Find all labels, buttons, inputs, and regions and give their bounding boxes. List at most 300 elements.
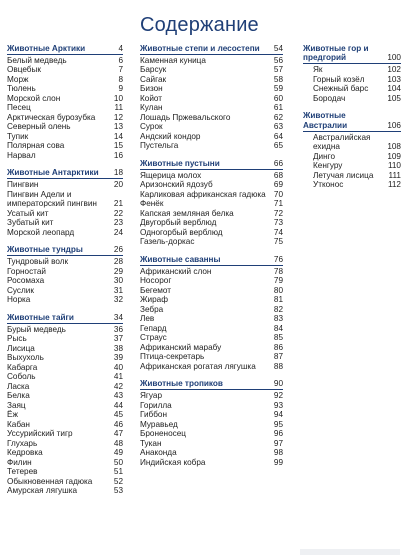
entry-title: Африканская рогатая лягушка (140, 361, 256, 371)
entry-page-number: 104 (387, 84, 401, 94)
entry-title: Страус (140, 333, 167, 343)
toc-entry[interactable] (140, 103, 283, 113)
toc-entry[interactable] (140, 429, 283, 439)
toc-entry[interactable] (7, 458, 123, 468)
entry-page-number: 37 (113, 334, 123, 344)
toc-entry[interactable] (7, 420, 123, 430)
section-page-number: 90 (273, 379, 283, 389)
page-title: Содержание (140, 14, 259, 36)
entry-page-number: 95 (273, 419, 283, 429)
toc-section (140, 379, 283, 467)
toc-entry[interactable] (140, 228, 283, 238)
entry-title: Одногорбый верблюд (140, 227, 223, 237)
entry-page-number: 20 (113, 180, 123, 190)
entry-page-number: 59 (273, 84, 283, 94)
entry-title: Пингвин Адели и императорский пингвин (7, 189, 97, 209)
entry-page-number: 44 (113, 400, 123, 410)
entry-page-number: 8 (118, 74, 123, 84)
entry-title: Лев (140, 314, 155, 324)
section-page-number: 66 (273, 158, 283, 168)
toc-entry[interactable] (7, 391, 123, 401)
entry-title: Филин (7, 457, 32, 467)
toc-entry[interactable] (140, 458, 283, 468)
toc-column-1 (7, 44, 123, 504)
entry-page-number: 87 (273, 352, 283, 362)
entry-title: Тундровый волк (7, 257, 69, 267)
toc-entry[interactable] (7, 103, 123, 113)
toc-entry[interactable] (140, 362, 283, 372)
toc-entry[interactable] (7, 295, 123, 305)
section-heading[interactable] (140, 255, 283, 266)
entry-title: Ящерица молох (140, 170, 202, 180)
toc-entry[interactable] (140, 84, 283, 94)
entry-page-number: 56 (273, 55, 283, 65)
entry-title: Як (313, 65, 323, 75)
entry-title: Тюлень (7, 84, 36, 94)
toc-entry[interactable] (140, 56, 283, 66)
entry-page-number: 81 (273, 295, 283, 305)
toc-entry[interactable] (140, 276, 283, 286)
entry-title: Суслик (7, 285, 34, 295)
toc-entry[interactable] (7, 401, 123, 411)
entry-page-number: 103 (387, 74, 401, 84)
toc-entry[interactable] (7, 218, 123, 228)
entry-title: Летучая лисица (313, 170, 374, 180)
entry-page-number: 11 (114, 103, 123, 113)
entry-title: Кенгуру (313, 161, 343, 171)
toc-entry[interactable] (140, 237, 283, 247)
entry-title: Амурская лягушка (7, 486, 78, 496)
toc-entry[interactable] (140, 113, 283, 123)
entry-page-number: 71 (273, 199, 283, 209)
toc-entry[interactable] (140, 343, 283, 353)
toc-entry[interactable] (7, 209, 123, 219)
entry-title: Обыкновенная гадюка (7, 476, 93, 486)
section-title: Животные гор и предгорий (303, 44, 369, 63)
toc-entry[interactable] (7, 132, 123, 142)
entry-page-number: 64 (273, 131, 283, 141)
entry-page-number: 73 (273, 218, 283, 228)
toc-entry[interactable] (7, 267, 123, 277)
toc-column-2 (140, 44, 283, 475)
entry-page-number: 61 (273, 103, 283, 113)
toc-section (7, 44, 123, 160)
entry-title: Песец (7, 103, 31, 113)
section-heading[interactable] (7, 313, 123, 324)
toc-entry[interactable] (7, 75, 123, 85)
toc-entry[interactable] (303, 152, 401, 162)
entry-title: Снежный барс (313, 84, 369, 94)
entry-title: Выхухоль (7, 353, 44, 363)
entry-page-number: 23 (113, 218, 123, 228)
toc-entry[interactable] (7, 276, 123, 286)
entry-title: Горный козёл (313, 74, 365, 84)
section-title: Животные Арктики (7, 44, 86, 53)
entry-title: Анаконда (140, 448, 177, 458)
entry-page-number: 86 (273, 342, 283, 352)
entry-title: Койот (140, 93, 163, 103)
toc-entry[interactable] (7, 257, 123, 267)
entry-page-number: 63 (273, 122, 283, 132)
entry-title: Норка (7, 295, 31, 305)
entry-page-number: 96 (273, 429, 283, 439)
entry-page-number: 28 (113, 257, 123, 267)
entry-page-number: 83 (273, 314, 283, 324)
entry-title: Глухарь (7, 438, 38, 448)
section-heading[interactable] (7, 44, 123, 55)
entry-page-number: 46 (113, 419, 123, 429)
entry-page-number: 36 (113, 324, 123, 334)
toc-entry[interactable] (140, 401, 283, 411)
entry-title: Бегемот (140, 285, 172, 295)
toc-entry[interactable] (7, 56, 123, 66)
entry-page-number: 47 (113, 429, 123, 439)
toc-section (303, 111, 401, 189)
entry-page-number: 84 (273, 323, 283, 333)
section-page-number: 106 (387, 120, 401, 130)
entry-title: Усатый кит (7, 208, 49, 218)
entry-page-number: 7 (118, 65, 123, 75)
entry-page-number: 112 (387, 180, 401, 190)
entry-title: Кабарга (7, 362, 38, 372)
toc-entry[interactable] (7, 439, 123, 449)
entry-title: Белый медведь (7, 55, 67, 65)
toc-section (7, 245, 123, 304)
toc-entry[interactable] (7, 113, 123, 123)
toc-section (7, 168, 123, 237)
entry-page-number: 109 (387, 151, 401, 161)
entry-title: Горилла (140, 400, 172, 410)
toc-entry[interactable] (7, 467, 123, 477)
page-footer-strip (300, 549, 400, 555)
entry-page-number: 57 (273, 65, 283, 75)
section-page-number: 18 (113, 168, 123, 178)
section-heading[interactable] (7, 168, 123, 179)
entry-title: Зебра (140, 304, 164, 314)
section-title: Животные тайги (7, 312, 74, 322)
entry-page-number: 93 (273, 400, 283, 410)
entry-title: Бизон (140, 84, 163, 94)
entry-title: Морж (7, 74, 29, 84)
entry-page-number: 70 (273, 189, 283, 199)
toc-entry[interactable] (303, 171, 401, 181)
entry-title: Динго (313, 151, 335, 161)
entry-title: Кулан (140, 103, 163, 113)
toc-entry[interactable] (140, 305, 283, 315)
section-page-number: 26 (113, 245, 123, 255)
toc-entry[interactable] (7, 353, 123, 363)
toc-entry[interactable] (140, 324, 283, 334)
toc-entry[interactable] (7, 190, 123, 209)
entry-title: Африканский марабу (140, 342, 222, 352)
entry-title: Карликовая африканская гадюка (140, 189, 266, 199)
entry-page-number: 98 (273, 448, 283, 458)
section-heading[interactable] (303, 44, 401, 64)
toc-entry[interactable] (303, 180, 401, 190)
entry-title: Уссурийский тигр (7, 429, 73, 439)
entry-title: Капская земляная белка (140, 208, 234, 218)
toc-entry[interactable] (7, 448, 123, 458)
entry-page-number: 82 (273, 304, 283, 314)
entry-page-number: 51 (113, 467, 123, 477)
toc-section (7, 313, 123, 496)
toc-entry[interactable] (140, 448, 283, 458)
entry-title: Кедровка (7, 448, 43, 458)
toc-entry[interactable] (7, 94, 123, 104)
section-page-number: 34 (113, 312, 123, 322)
entry-page-number: 24 (113, 227, 123, 237)
toc-entry[interactable] (140, 65, 283, 75)
entry-title: Пингвин (7, 180, 39, 190)
entry-page-number: 42 (113, 381, 123, 391)
entry-page-number: 60 (273, 93, 283, 103)
toc-entry[interactable] (140, 267, 283, 277)
entry-title: Лошадь Пржевальского (140, 112, 231, 122)
toc-entry[interactable] (7, 325, 123, 335)
toc-entry[interactable] (140, 391, 283, 401)
entry-title: Кабан (7, 419, 30, 429)
toc-entry[interactable] (140, 132, 283, 142)
toc-entry[interactable] (7, 334, 123, 344)
entry-title: Ягуар (140, 391, 163, 401)
entry-title: Ласка (7, 381, 30, 391)
entry-page-number: 111 (388, 170, 401, 180)
entry-title: Овцебык (7, 65, 41, 75)
entry-title: Зубатый кит (7, 218, 54, 228)
toc-entry[interactable] (7, 65, 123, 75)
toc-entry[interactable] (303, 161, 401, 171)
entry-title: Сайгак (140, 74, 167, 84)
entry-page-number: 74 (273, 227, 283, 237)
toc-entry[interactable] (7, 344, 123, 354)
entry-page-number: 12 (113, 112, 123, 122)
entry-title: Андский кондор (140, 131, 201, 141)
entry-title: Арктическая бурозубка (7, 112, 96, 122)
entry-page-number: 48 (113, 438, 123, 448)
section-title: Животные Антарктики (7, 168, 99, 178)
entry-page-number: 45 (113, 410, 123, 420)
entry-title: Австралийская ехидна (313, 132, 371, 152)
toc-entry[interactable] (140, 333, 283, 343)
section-page-number: 100 (387, 53, 401, 63)
toc-entry[interactable] (140, 439, 283, 449)
section-title: Животные степи и лесостепи (140, 44, 260, 53)
toc-entry[interactable] (7, 180, 123, 190)
entry-page-number: 15 (113, 141, 123, 151)
entry-title: Тукан (140, 438, 162, 448)
toc-entry[interactable] (303, 94, 401, 104)
section-heading[interactable] (7, 245, 123, 256)
entry-title: Северный олень (7, 122, 71, 132)
toc-entry[interactable] (7, 286, 123, 296)
toc-entry[interactable] (7, 141, 123, 151)
entry-page-number: 53 (113, 486, 123, 496)
toc-entry[interactable] (140, 171, 283, 181)
entry-page-number: 69 (273, 180, 283, 190)
entry-title: Гиббон (140, 410, 168, 420)
entry-title: Тетерев (7, 467, 38, 477)
entry-title: Ёж (7, 410, 18, 420)
entry-title: Муравьед (140, 419, 178, 429)
entry-title: Каменная куница (140, 55, 206, 65)
entry-title: Африканский слон (140, 266, 212, 276)
toc-entry[interactable] (140, 190, 283, 200)
toc-entry[interactable] (140, 314, 283, 324)
toc-entry[interactable] (140, 420, 283, 430)
section-heading[interactable] (303, 111, 401, 131)
entry-page-number: 68 (273, 170, 283, 180)
entry-page-number: 97 (273, 438, 283, 448)
toc-section (140, 44, 283, 151)
entry-page-number: 6 (118, 55, 123, 65)
entry-title: Носорог (140, 276, 172, 286)
toc-entry[interactable] (140, 295, 283, 305)
entry-title: Утконос (313, 180, 344, 190)
entry-title: Морской леопард (7, 227, 75, 237)
entry-title: Полярная сова (7, 141, 65, 151)
section-page-number: 54 (273, 44, 283, 53)
entry-title: Белка (7, 391, 30, 401)
section-title: Животные Австралии (303, 111, 348, 130)
entry-page-number: 29 (113, 266, 123, 276)
entry-page-number: 105 (387, 93, 401, 103)
toc-section (303, 44, 401, 103)
toc-section (140, 255, 283, 371)
entry-title: Индийская кобра (140, 457, 206, 467)
toc-section (140, 159, 283, 247)
toc-column-3 (303, 44, 401, 198)
entry-title: Нарвал (7, 150, 36, 160)
section-heading[interactable] (140, 44, 283, 55)
entry-page-number: 75 (273, 237, 283, 247)
toc-entry[interactable] (303, 65, 401, 75)
toc-entry[interactable] (140, 199, 283, 209)
entry-page-number: 79 (273, 276, 283, 286)
entry-page-number: 88 (273, 361, 283, 371)
entry-page-number: 78 (273, 266, 283, 276)
entry-title: Барсук (140, 65, 167, 75)
toc-entry[interactable] (7, 486, 123, 496)
entry-page-number: 32 (113, 295, 123, 305)
entry-page-number: 80 (273, 285, 283, 295)
entry-page-number: 58 (273, 74, 283, 84)
entry-page-number: 39 (113, 353, 123, 363)
entry-page-number: 9 (118, 84, 123, 94)
entry-page-number: 85 (273, 333, 283, 343)
entry-page-number: 49 (113, 448, 123, 458)
toc-entry[interactable] (7, 429, 123, 439)
entry-title: Росомаха (7, 276, 45, 286)
toc-entry[interactable] (140, 286, 283, 296)
entry-page-number: 31 (113, 285, 123, 295)
entry-page-number: 99 (273, 457, 283, 467)
toc-entry[interactable] (7, 228, 123, 238)
entry-title: Жираф (140, 295, 168, 305)
toc-entry[interactable] (140, 410, 283, 420)
entry-page-number: 30 (113, 276, 123, 286)
entry-title: Лисица (7, 343, 35, 353)
entry-title: Бородач (313, 93, 346, 103)
toc-entry[interactable] (7, 372, 123, 382)
entry-title: Горностай (7, 266, 46, 276)
entry-page-number: 10 (113, 93, 123, 103)
entry-page-number: 94 (273, 410, 283, 420)
toc-entry[interactable] (7, 122, 123, 132)
entry-page-number: 21 (113, 199, 123, 209)
section-page-number: 76 (273, 254, 283, 264)
entry-page-number: 108 (387, 142, 401, 152)
entry-page-number: 102 (387, 65, 401, 75)
entry-title: Сурок (140, 122, 163, 132)
entry-page-number: 50 (113, 457, 123, 467)
entry-title: Тупик (7, 131, 29, 141)
section-heading[interactable] (140, 379, 283, 390)
toc-entry[interactable] (7, 363, 123, 373)
entry-page-number: 14 (113, 131, 123, 141)
entry-page-number: 40 (113, 362, 123, 372)
entry-page-number: 38 (113, 343, 123, 353)
entry-title: Птица-секретарь (140, 352, 205, 362)
section-title: Животные тропиков (140, 379, 223, 389)
entry-page-number: 110 (387, 161, 401, 171)
section-page-number: 4 (118, 44, 123, 53)
entry-title: Рысь (7, 334, 27, 344)
entry-title: Морской слон (7, 93, 61, 103)
entry-page-number: 72 (273, 208, 283, 218)
toc-entry[interactable] (7, 477, 123, 487)
entry-page-number: 92 (273, 391, 283, 401)
entry-title: Двугорбый верблюд (140, 218, 217, 228)
entry-title: Пустельга (140, 141, 179, 151)
toc-entry[interactable] (7, 84, 123, 94)
toc-entry[interactable] (140, 218, 283, 228)
entry-page-number: 22 (113, 208, 123, 218)
toc-entry[interactable] (303, 84, 401, 94)
toc-entry[interactable] (140, 141, 283, 151)
toc-entry[interactable] (7, 382, 123, 392)
toc-entry[interactable] (7, 410, 123, 420)
toc-entry[interactable] (140, 180, 283, 190)
entry-title: Газель-доркас (140, 237, 195, 247)
toc-entry[interactable] (140, 209, 283, 219)
toc-entry[interactable] (303, 133, 401, 152)
entry-title: Заяц (7, 400, 26, 410)
toc-entry[interactable] (140, 122, 283, 132)
toc-entry[interactable] (140, 94, 283, 104)
toc-entry[interactable] (140, 352, 283, 362)
entry-title: Соболь (7, 372, 36, 382)
entry-title: Аризонский ядозуб (140, 180, 213, 190)
toc-entry[interactable] (140, 75, 283, 85)
entry-page-number: 43 (113, 391, 123, 401)
section-title: Животные пустыни (140, 158, 220, 168)
section-title: Животные саванны (140, 254, 221, 264)
section-heading[interactable] (140, 159, 283, 170)
entry-page-number: 41 (113, 372, 123, 382)
section-title: Животные тундры (7, 245, 83, 255)
entry-page-number: 62 (273, 112, 283, 122)
entry-page-number: 16 (113, 150, 123, 160)
entry-title: Гепард (140, 323, 167, 333)
entry-page-number: 65 (273, 141, 283, 151)
entry-title: Бурый медведь (7, 324, 66, 334)
toc-entry[interactable] (7, 151, 123, 161)
entry-title: Фенёк (140, 199, 164, 209)
entry-page-number: 13 (113, 122, 123, 132)
entry-title: Броненосец (140, 429, 186, 439)
entry-page-number: 52 (113, 476, 123, 486)
toc-entry[interactable] (303, 75, 401, 85)
